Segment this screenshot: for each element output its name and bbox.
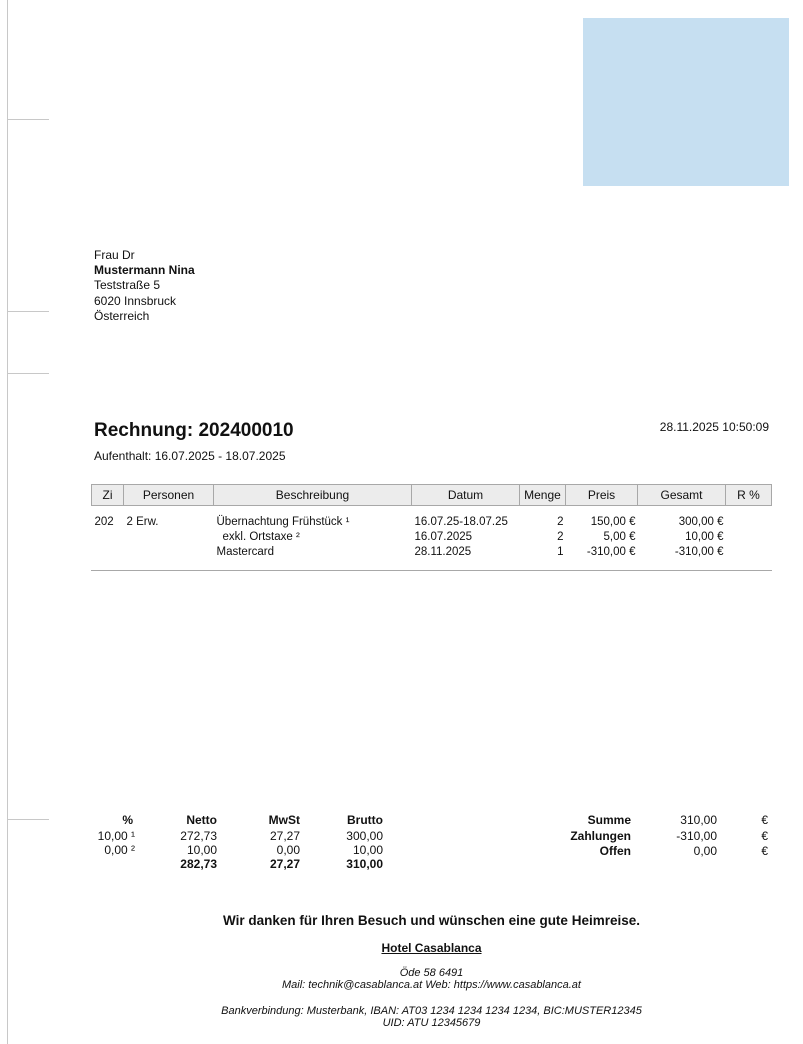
cell-rabatt (726, 506, 772, 532)
summary-label-summe: Summe (587, 813, 631, 827)
cell-datum: 28.11.2025 (414, 546, 472, 558)
col-header-preis: Preis (566, 485, 638, 506)
vat-row-netto: 272,73 (180, 829, 217, 843)
cell-rabatt (726, 546, 772, 561)
vat-header-mwst: MwSt (268, 813, 300, 827)
table-row (92, 531, 772, 546)
cell-menge: 2 (557, 516, 564, 528)
table-header-row (92, 485, 772, 506)
fold-mark-top (7, 119, 49, 120)
bank-details: Bankverbindung: Musterbank, IBAN: AT03 1234 1234 1234 1234, BIC:MUSTER12345 (221, 1005, 642, 1017)
hole-punch-mark (7, 373, 49, 374)
table-row (92, 546, 772, 561)
cell-personen: 2 Erw. (126, 516, 159, 528)
cell-beschreibung: exkl. Ortstaxe ² (222, 531, 300, 543)
fold-mark-middle (7, 311, 49, 312)
cell-gesamt: 300,00 € (678, 516, 724, 528)
cell-personen (124, 546, 214, 561)
summary-label-offen: Offen (599, 844, 631, 858)
hotel-contact: Mail: technik@casablanca.at Web: https://www.casablanca.at (282, 979, 581, 991)
cell-zi (92, 531, 124, 546)
vat-row-brutto: 300,00 (346, 829, 383, 843)
summary-label-zahlungen: Zahlungen (570, 829, 631, 843)
cell-preis: 5,00 € (603, 531, 636, 543)
vat-header-netto: Netto (186, 813, 217, 827)
vat-breakdown (94, 813, 394, 873)
invoice-items-table (91, 484, 772, 561)
vat-row-pct: 0,00 ² (104, 843, 135, 857)
summary-value-zahlungen: -310,00 (676, 829, 717, 843)
cell-menge: 2 (557, 531, 564, 543)
cell-rabatt (726, 531, 772, 546)
invoice-title: Rechnung: 202400010 (94, 420, 294, 441)
cell-beschreibung: Übernachtung Frühstück ¹ (216, 516, 350, 528)
items-table-bottom-rule (91, 570, 772, 571)
cell-preis: 150,00 € (590, 516, 636, 528)
country: Österreich (94, 308, 150, 323)
vat-header-pct: % (122, 813, 133, 827)
cell-gesamt: 10,00 € (685, 531, 724, 543)
col-header-zi: Zi (92, 485, 124, 506)
invoice-summary (520, 813, 780, 863)
recipient-name: Mustermann Nina (94, 263, 195, 278)
col-header-datum: Datum (412, 485, 520, 506)
col-header-gesamt: Gesamt (638, 485, 726, 506)
hotel-name: Hotel Casablanca (381, 941, 482, 955)
cell-preis: -310,00 € (586, 546, 636, 558)
cell-gesamt: -310,00 € (674, 546, 724, 558)
city: 6020 Innsbruck (94, 293, 177, 308)
fold-mark-bottom (7, 819, 49, 820)
col-header-rabatt: R % (726, 485, 772, 506)
currency-symbol: € (761, 813, 768, 827)
summary-value-summe: 310,00 (680, 813, 717, 827)
street: Teststraße 5 (94, 278, 161, 293)
invoice-datetime: 28.11.2025 10:50:09 (659, 420, 769, 434)
salutation: Frau Dr (94, 248, 135, 262)
logo-placeholder (583, 18, 789, 186)
vat-row-pct: 10,00 ¹ (97, 829, 135, 843)
col-header-menge: Menge (520, 485, 566, 506)
vat-total-netto: 282,73 (180, 857, 217, 871)
cell-personen (124, 531, 214, 546)
vat-row-mwst: 27,27 (269, 829, 300, 843)
summary-value-offen: 0,00 (693, 844, 717, 858)
page-margin-line (7, 0, 8, 1044)
vat-total-mwst: 27,27 (269, 857, 300, 871)
table-row (92, 506, 772, 532)
vat-total-brutto: 310,00 (346, 857, 383, 871)
cell-zi: 202 (94, 516, 114, 528)
vat-row-mwst: 0,00 (276, 843, 300, 857)
vat-row-brutto: 10,00 (352, 843, 383, 857)
currency-symbol: € (761, 829, 768, 843)
vat-header-brutto: Brutto (347, 813, 383, 827)
cell-zi (92, 546, 124, 561)
stay-period: Aufenthalt: 16.07.2025 - 18.07.2025 (94, 449, 286, 463)
cell-datum: 16.07.2025 (414, 531, 473, 543)
cell-beschreibung: Mastercard (216, 546, 275, 558)
cell-menge: 1 (557, 546, 564, 558)
thank-you-message: Wir danken für Ihren Besuch und wünschen eine gute Heimreise. (223, 913, 640, 928)
vat-row-netto: 10,00 (186, 843, 217, 857)
currency-symbol: € (761, 844, 768, 858)
recipient-address (94, 248, 195, 324)
hotel-address: Öde 58 6491 (399, 967, 464, 979)
col-header-beschreibung: Beschreibung (214, 485, 412, 506)
col-header-personen: Personen (124, 485, 214, 506)
vat-id: UID: ATU 12345679 (382, 1017, 481, 1029)
cell-datum: 16.07.25-18.07.25 (414, 516, 508, 528)
